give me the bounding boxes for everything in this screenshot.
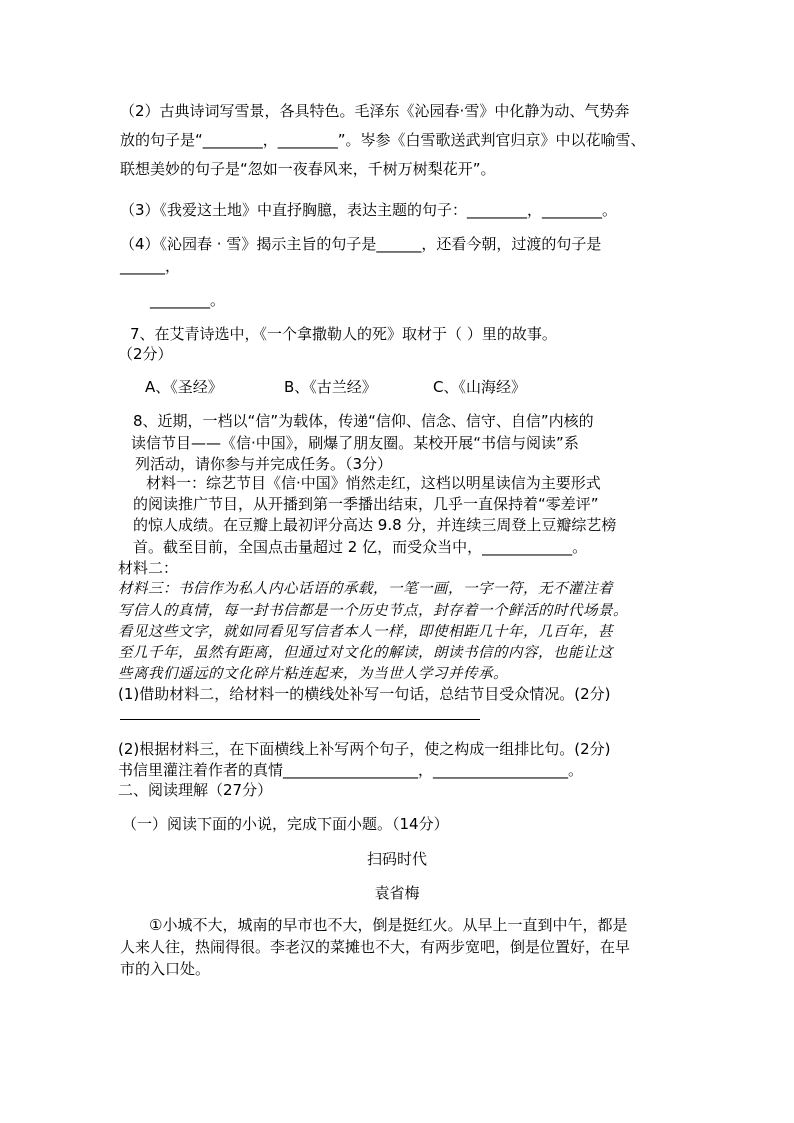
part-1-instruction: （一）阅读下面的小说，完成下面小题。（14分） [122,815,449,833]
question-8-line-1: 8、近期，一档以“信”为载体，传递“信仰、信念、信守、自信”内核的 [133,412,594,430]
question-7-option-a: A、《圣经》 [145,378,223,396]
story-paragraph-1-line-2: 人来人往，热闹得很。李老汉的菜摊也不大，有两步宽吧，倒是位置好，在早 [120,938,631,956]
material-1-line-3: 的惊人成绩。在豆瓣上最初评分高达 9.8 分，并连续三周登上豆瓣综艺榜 [133,516,617,534]
material-3-line-1: 材料三：书信作为私人内心话语的承载，一笔一画，一字一符，无不灌注着 [118,581,613,597]
task-2-line-1: (2)根据材料三，在下面横线上补写两个句子，使之构成一组排比句。(2分) [118,740,611,758]
question-8-line-3: 列活动，请你参与并完成任务。（3分） [135,455,393,473]
question-2-line-1: （2）古典诗词写雪景，各具特色。毛泽东《沁园春·雪》中化静为动、气势奔 [120,102,630,120]
task-1: (1)借助材料二，给材料一的横线处补写一句话，总结节目受众情况。(2分) [118,685,611,703]
question-7-line-1: 7、在艾青诗选中，《一个拿撒勒人的死》取材于（ ）里的故事。 [130,325,557,343]
task-1-answer-line [120,719,480,720]
question-2-line-3: 联想美妙的句子是“忽如一夜春风来，千树万树梨花开”。 [120,160,496,178]
material-2-label: 材料二： [118,559,179,577]
section-2-heading: 二、阅读理解（27分） [118,781,273,799]
question-8-line-2: 读信节目——《信·中国》，刷爆了朋友圈。某校开展“书信与阅读”系 [131,434,579,452]
material-1-line-2: 的阅读推广节目，从开播到第一季播出结束，几乎一直保持着“零差评” [133,495,599,513]
story-paragraph-1-line-1: ①小城不大，城南的早市也不大，倒是挺红火。从早上一直到中午，都是 [149,916,628,934]
task-2-line-2: 书信里灌注着作者的真情__________________，__________________。 [118,761,584,779]
question-4-line-1: （4）《沁园春 · 雪》揭示主旨的句子是______，还看今朝，过渡的句子是 [120,235,602,253]
story-title: 扫码时代 [366,850,427,868]
question-4-line-3: ________。 [150,291,226,309]
material-3-line-3: 看见这些文字，就如同看见写信者本人一样，即使相距几十年，几百年，甚 [118,624,613,640]
material-3-line-5: 些离我们遥远的文化碎片粘连起来，为当世人学习并传承。 [118,666,508,682]
question-7-line-2: （2分） [118,345,173,363]
question-2-line-2: 放的句子是“________，________”。岑参《白雪歌送武判官归京》中以花喻雪、 [120,131,646,149]
story-author: 袁省梅 [374,884,420,902]
material-3-line-2: 写信人的真情，每一封书信都是一个历史节点，封存着一个鲜活的时代场景。 [118,603,628,619]
story-paragraph-1-line-3: 市的入口处。 [120,960,211,978]
question-7-option-b: B、《古兰经》 [284,378,377,396]
material-3-line-4: 至几千年，虽然有距离，但通过对文化的解读，朗读书信的内容，也能让这 [118,645,613,661]
material-1-line-1: 材料一：综艺节目《信·中国》悄然走红，这档以明星读信为主要形式 [146,474,601,492]
material-1-line-4: 首。截至目前，全国点击量超过 2 亿，而受众当中，____________。 [133,538,588,556]
question-4-line-2: ______， [120,257,181,275]
question-7-option-c: C、《山海经》 [433,378,526,396]
question-3: （3）《我爱这土地》中直抒胸臆，表达主题的句子：________，________。 [120,201,618,219]
